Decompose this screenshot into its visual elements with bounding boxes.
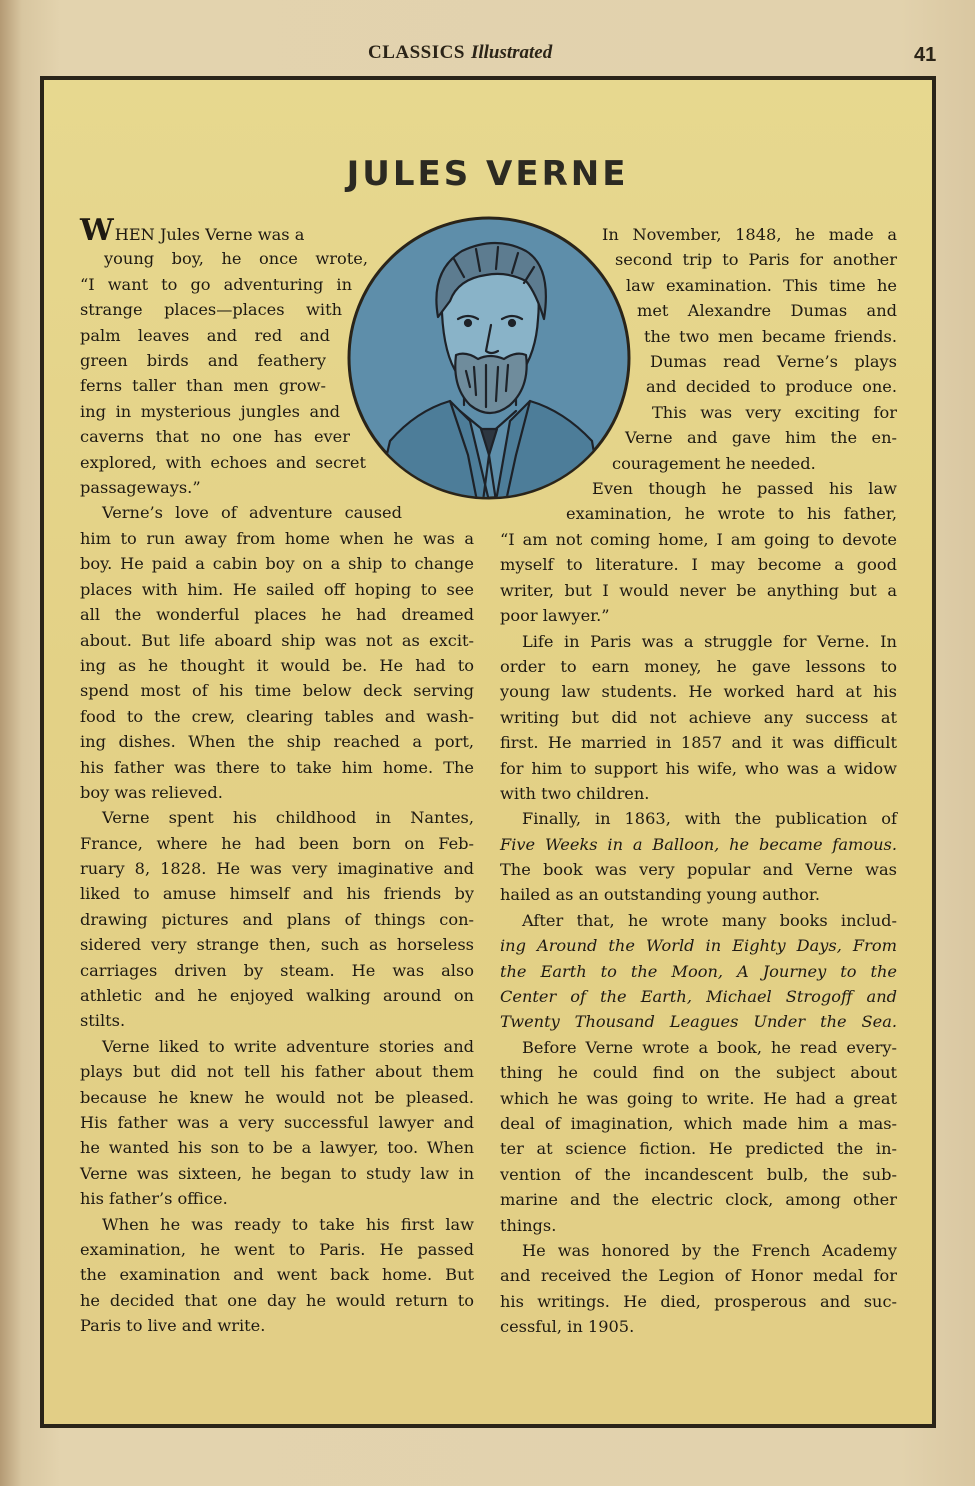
text-line: places with him. He sailed off hoping to see [80, 579, 474, 599]
text-line: and decided to produce one. [646, 377, 897, 397]
text-line: poor lawyer.” [500, 606, 610, 626]
text-line: vention of the incandescent bulb, the sub- [500, 1164, 897, 1184]
text-line: Finally, in 1863, with the publication of [522, 809, 897, 829]
left-column-top [80, 213, 402, 526]
text-line: first. He married in 1857 and it was difficult [500, 733, 897, 753]
text-line: writing but did not achieve any success at [500, 707, 897, 727]
text-line: stilts. [80, 1011, 126, 1031]
text-line: second trip to Paris for another [615, 250, 897, 270]
text-line: liked to amuse himself and his friends by [80, 884, 474, 904]
text-line: sidered very strange then, such as horseless [80, 935, 474, 955]
text-line: examination, he went to Paris. He passed [80, 1239, 474, 1259]
text-line: law examination. This time he [626, 275, 897, 295]
text-line: Verne’s love of adventure caused [102, 503, 402, 523]
text-line: his writings. He died, prosperous and suc- [500, 1291, 897, 1311]
text-line: order to earn money, he gave lessons to [500, 656, 897, 676]
text-line: Paris to live and write. [80, 1316, 266, 1336]
text-line: “I want to go adventuring in [80, 274, 352, 294]
text-line: the Earth to the Moon, A Journey to the [500, 961, 897, 981]
text-line: Even though he passed his law [592, 478, 897, 498]
text-line: myself to literature. I may become a good [500, 555, 897, 575]
text-line: Twenty Thousand Leagues Under the Sea. [500, 1012, 897, 1032]
text-line: his father’s office. [80, 1189, 228, 1209]
text-line: he decided that one day he would return to [80, 1290, 474, 1310]
text-line: boy. He paid a cabin boy on a ship to change [80, 554, 474, 574]
text-line: passageways.” [80, 477, 201, 497]
text-line: marine and the electric clock, among other [500, 1190, 897, 1210]
text-line: for him to support his wife, who was a widow [500, 758, 897, 778]
text-line: The book was very popular and Verne was [500, 860, 897, 880]
right-column-top [560, 222, 897, 527]
text-line: “I am not coming home, I am going to devote [500, 530, 897, 549]
text-line: When he was ready to take his first law [102, 1214, 474, 1234]
text-line: Verne liked to write adventure stories and [102, 1036, 474, 1056]
text-line: ing in mysterious jungles and [80, 401, 340, 421]
text-line: met Alexandre Dumas and [637, 301, 897, 321]
text-line: hailed as an outstanding young author. [500, 885, 820, 905]
text-line: the examination and went back home. But [80, 1265, 474, 1285]
text-line: Dumas read Verne’s plays [650, 351, 897, 371]
drop-cap: W [80, 213, 114, 248]
text-line: Before Verne wrote a book, he read every- [522, 1037, 897, 1057]
text-line: Verne and gave him the en- [625, 428, 897, 448]
text-line: green birds and feathery [80, 350, 326, 370]
text-line: and received the Legion of Honor medal for [500, 1266, 897, 1286]
text-line: ter at science fiction. He predicted the in- [500, 1139, 897, 1159]
text-line: him to run away from home when he was a [80, 529, 474, 548]
text-line: His father was a very successful lawyer and [80, 1112, 474, 1132]
text-line: food to the crew, clearing tables and wash- [80, 706, 474, 726]
text-line: ruary 8, 1828. He was very imaginative and [80, 859, 474, 879]
right-column-body [500, 527, 897, 1340]
text-line: WHEN Jules Verne was a [80, 213, 305, 248]
text-line: palm leaves and red and [80, 325, 330, 345]
text-line: couragement he needed. [612, 453, 816, 473]
text-line: boy was relieved. [80, 782, 223, 802]
text-line: ferns taller than men grow- [80, 376, 326, 396]
text-line: carriages driven by steam. He was also [80, 960, 474, 980]
magazine-name: CLASSICS [368, 42, 465, 63]
text-line: about. But life aboard ship was not as excit- [80, 630, 474, 650]
text-line: he wanted his son to be a lawyer, too. When [80, 1138, 474, 1158]
text-line: In November, 1848, he made a [602, 225, 897, 244]
text-line: young boy, he once wrote, [104, 249, 368, 269]
magazine-script: Illustrated [470, 42, 553, 63]
text-line: Life in Paris was a struggle for Verne. In [522, 631, 897, 651]
text-line: which he was going to write. He had a great [500, 1088, 897, 1108]
text-line: caverns that no one has ever [80, 427, 350, 447]
magazine-header [368, 42, 552, 64]
text-line: ing dishes. When the ship reached a port, [80, 732, 474, 752]
text-line: drawing pictures and plans of things con- [80, 909, 474, 929]
text-line: things. [500, 1215, 557, 1235]
text-line: writer, but I would never be anything but a [500, 580, 897, 600]
text-line: deal of imagination, which made him a mas- [500, 1113, 897, 1133]
text-line: his father was there to take him home. The [80, 757, 474, 777]
text-line: Verne was sixteen, he began to study law in [80, 1163, 474, 1183]
text-line: explored, with echoes and secret [80, 452, 366, 472]
text-line: because he knew he would not be pleased. [80, 1087, 474, 1107]
text-line: ing Around the World in Eighty Days, From [500, 936, 897, 956]
text-line: young law students. He worked hard at his [500, 682, 897, 702]
text-line: thing he could find on the subject about [500, 1063, 897, 1083]
text-line: all the wonderful places he had dreamed [80, 605, 474, 625]
text-line: He was honored by the French Academy [522, 1240, 897, 1260]
text-line: cessful, in 1905. [500, 1317, 635, 1337]
left-column-body [80, 526, 474, 1339]
page-number: 41 [914, 44, 937, 66]
text-line: ing as he thought it would be. He had to [80, 655, 474, 675]
text-line: Center of the Earth, Michael Strogoff and [500, 987, 897, 1007]
text-line: the two men became friends. [644, 326, 897, 346]
text-line: strange places—places with [80, 300, 342, 320]
text-line: with two children. [500, 783, 650, 803]
text-line: athletic and he enjoyed walking around on [80, 986, 474, 1006]
text-line: spend most of his time below deck serving [80, 681, 474, 701]
article-title: JULES VERNE [346, 154, 629, 194]
text-line: This was very exciting for [652, 402, 897, 422]
text-line: examination, he wrote to his father, [566, 504, 897, 524]
text-line: France, where he had been born on Feb- [80, 833, 474, 853]
text-line: plays but did not tell his father about them [80, 1062, 474, 1082]
text-line: Five Weeks in a Balloon, he became famous. [500, 834, 897, 854]
text-line: After that, he wrote many books includ- [522, 910, 897, 930]
text-line: Verne spent his childhood in Nantes, [102, 808, 474, 828]
